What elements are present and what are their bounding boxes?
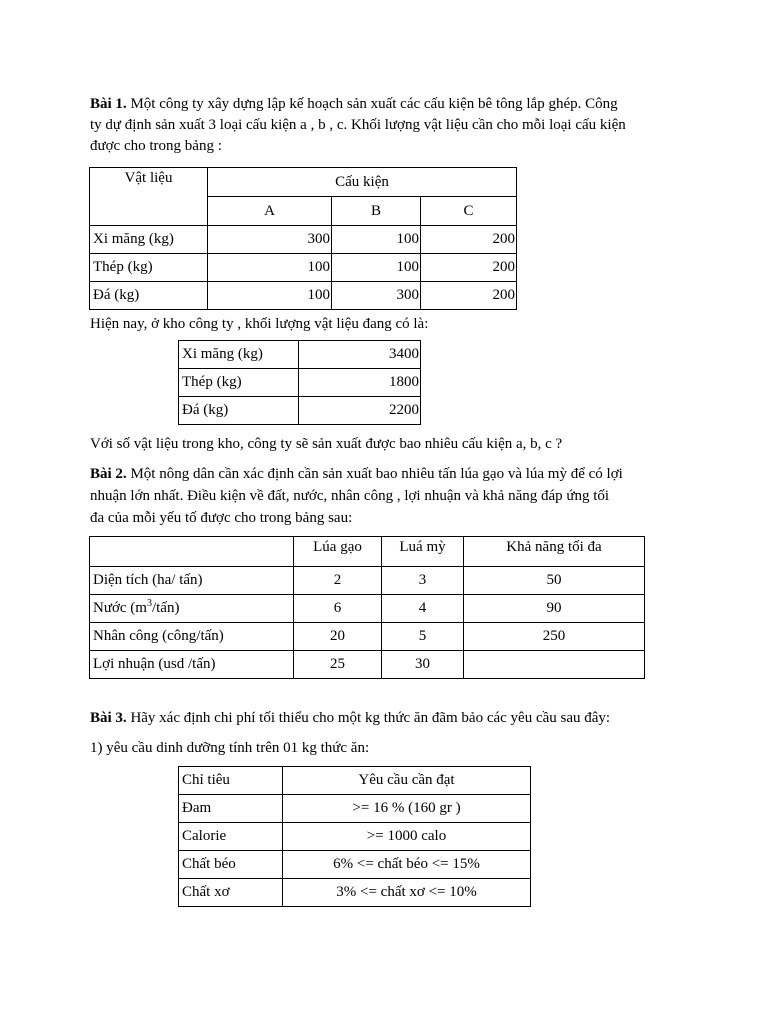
bai2-intro-line1: Bài 2. Một nông dân cần xác định cần sản xuất bao nhiêu tấn lúa gạo và lúa mỳ để có lợi <box>90 466 623 482</box>
table-row <box>90 623 645 651</box>
row-label: Calorie <box>179 823 283 851</box>
bai1-intro-line2: ty dự định sản xuất 3 loại cấu kiện a , b , c. Khối lượng vật liệu cần cho mỗi loại cấu kiện <box>90 117 626 133</box>
bai1-question: Với số vật liệu trong kho, công ty sẽ sản xuất được bao nhiêu cấu kiện a, b, c ? <box>90 436 563 452</box>
cell-value: 6 <box>294 595 382 623</box>
cell-value <box>464 651 645 679</box>
row-label: Nhân công (công/tấn) <box>90 623 294 651</box>
row-label: Chất béo <box>179 851 283 879</box>
cell-value: 300 <box>208 226 332 254</box>
row-label: Đá (kg) <box>90 282 208 310</box>
row-label: Đá (kg) <box>179 397 299 425</box>
cell-value: >= 16 % (160 gr ) <box>283 795 531 823</box>
header-max-capacity: Khả năng tối đa <box>464 537 645 567</box>
bai1-stock-table <box>178 340 421 425</box>
cell-value: 200 <box>421 226 517 254</box>
bai1-heading: Bài 1. <box>90 96 127 112</box>
row-label: Đam <box>179 795 283 823</box>
cell-value: 100 <box>208 282 332 310</box>
table-row <box>179 369 421 397</box>
row-label: Thép (kg) <box>90 254 208 282</box>
bai1-material-table <box>89 167 517 310</box>
table-row <box>90 595 645 623</box>
bai2-intro-line3: đa của mỗi yếu tố được cho trong bảng sau: <box>90 510 353 526</box>
header-components: Cấu kiện <box>208 168 517 197</box>
cell-value: 20 <box>294 623 382 651</box>
cell-value: 30 <box>382 651 464 679</box>
cell-value: 2200 <box>299 397 421 425</box>
header-requirement: Yêu cầu cần đạt <box>283 767 531 795</box>
cell-value: 1800 <box>299 369 421 397</box>
row-label: Thép (kg) <box>179 369 299 397</box>
cell-value: 90 <box>464 595 645 623</box>
cell-value: 300 <box>332 282 421 310</box>
row-label: Xi măng (kg) <box>179 341 299 369</box>
table-row <box>90 567 645 595</box>
cell-value: 3% <= chất xơ <= 10% <box>283 879 531 907</box>
table-row <box>90 254 517 282</box>
cell-value: 3 <box>382 567 464 595</box>
row-label: Nước $(m^3/tấn)$ <box>90 595 294 623</box>
bai2-table <box>89 536 645 679</box>
cell-value: 2 <box>294 567 382 595</box>
header-lua-gao: Lúa gạo <box>294 537 382 567</box>
bai1-intro-line3: được cho trong bảng : <box>90 138 222 154</box>
bai3-table <box>178 766 531 907</box>
header-lua-my: Luá mỳ <box>382 537 464 567</box>
header-material: Vật liệu <box>90 168 208 226</box>
cell-value: 6% <= chất béo <= 15% <box>283 851 531 879</box>
bai3-intro: Bài 3. Hãy xác định chi phí tối thiểu cho một kg thức ăn đãm bảo các yêu cầu sau đây: <box>90 710 611 726</box>
row-label: Diện tích (ha/ tấn) <box>90 567 294 595</box>
cell-value: 100 <box>208 254 332 282</box>
header-c: C <box>421 197 517 226</box>
cell-value: 25 <box>294 651 382 679</box>
bai1-intro-line1: Bài 1. Một công ty xây dựng lập kế hoạch sản xuất các cấu kiện bê tông lắp ghép. Công <box>90 96 618 112</box>
table-row <box>179 851 531 879</box>
cell-value: 100 <box>332 226 421 254</box>
bai1-stock-text: Hiện nay, ở kho công ty , khối lượng vật liệu đang có là: <box>90 316 429 332</box>
cell-value: 200 <box>421 254 517 282</box>
cell-value: 3400 <box>299 341 421 369</box>
cell-value: 100 <box>332 254 421 282</box>
table-row <box>90 651 645 679</box>
cell-value: 200 <box>421 282 517 310</box>
header-a: A <box>208 197 332 226</box>
header-indicator: Chỉ tiêu <box>179 767 283 795</box>
cell-value: 50 <box>464 567 645 595</box>
cell-value: 4 <box>382 595 464 623</box>
bai2-intro-line2: nhuận lớn nhất. Điều kiện về đất, nước, nhân công , lợi nhuận và khả năng đáp ứng tối <box>90 488 610 504</box>
table-row <box>179 795 531 823</box>
row-label: Chất xơ <box>179 879 283 907</box>
row-label: Xi măng (kg) <box>90 226 208 254</box>
table-row <box>179 341 421 369</box>
table-row <box>90 226 517 254</box>
table-row <box>179 823 531 851</box>
table-row <box>90 282 517 310</box>
header-b: B <box>332 197 421 226</box>
bai2-heading: Bài 2. <box>90 466 127 482</box>
table-row <box>179 397 421 425</box>
cell-value: 250 <box>464 623 645 651</box>
bai3-sub1: 1) yêu cầu dinh dưỡng tính trên 01 kg thức ăn: <box>90 740 370 756</box>
header-empty <box>90 537 294 567</box>
cell-value: 5 <box>382 623 464 651</box>
table-row <box>179 879 531 907</box>
cell-value: >= 1000 calo <box>283 823 531 851</box>
bai3-heading: Bài 3. <box>90 710 127 726</box>
row-label: Lợi nhuận (usd /tấn) <box>90 651 294 679</box>
